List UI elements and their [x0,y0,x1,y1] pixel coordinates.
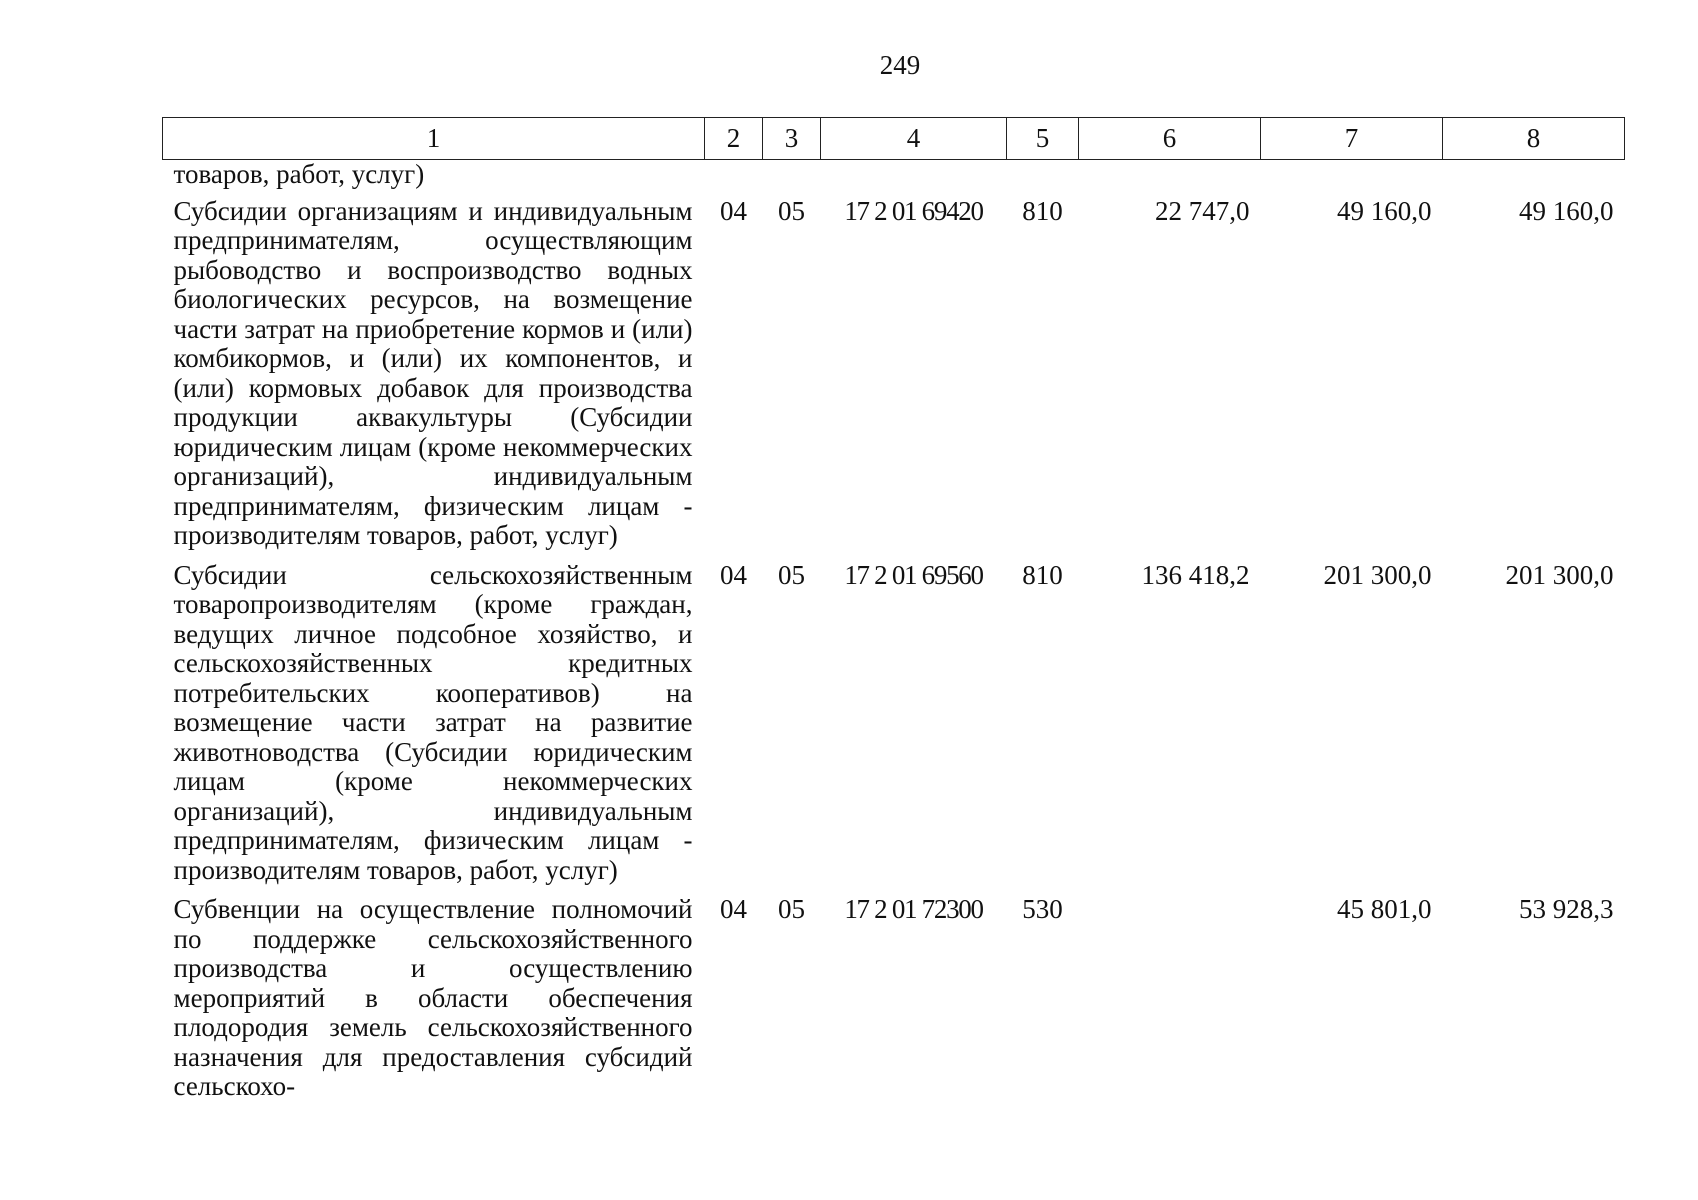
target-article-code: 17 2 01 72300 [844,894,983,924]
row-description: Субвенции на осуществление полномочий по поддержке сельскохозяйственного производства и осуществлению мероприятий в области обеспечения плодородия земель сельскохозяйственного назначения для предоставления субсидий сельскохо- [173,894,693,1101]
expense-type-code: 810 [1022,195,1063,226]
column-header: 6 [1079,118,1261,160]
column-header: 3 [763,118,821,160]
row-description: Субсидии сельскохозяйственным товаропроизводителям (кроме граждан, ведущих личное подсобное хозяйство, и сельскохозяйственных кредитных потребительских кооперативов) на возмещение части затрат на развитие животноводства (Субсидии юридическим лицам (кроме некоммерческих организаций), индивидуальным предпринимателям, физическим лицам - производителям товаров, работ, услуг) [173,559,693,885]
subsection-code: 05 [778,559,805,590]
column-header: 4 [821,118,1007,160]
budget-table [162,117,1625,1112]
amount-col7: 201 300,0 [1323,559,1432,590]
table-row [163,160,1625,197]
table-header-row [163,118,1625,160]
amount-col7: 45 801,0 [1337,894,1432,924]
row-description: Субсидии организациям и индивидуальным предпринимателям, осуществляющим рыбоводство и воспроизводство водных биологических ресурсов, на возмещение части затрат на приобретение кормов и (или) комбикормов, и (или) их компонентов, и (или) кормовых добавок для производства продукции аквакультуры (Субсидии юридическим лицам (кроме некоммерческих организаций), индивидуальным предпринимателям, физическим лицам - производителям товаров, работ, услуг) [173,195,693,550]
subsection-code: 05 [778,195,805,226]
amount-col8: 49 160,0 [1519,195,1614,226]
expense-type-code: 530 [1022,894,1063,924]
amount-col6: 136 418,2 [1141,559,1250,590]
page-number: 249 [879,50,921,80]
table-row [163,561,1625,896]
amount-col8: 53 928,3 [1519,894,1614,924]
amount-col7: 49 160,0 [1337,195,1432,226]
column-header: 8 [1443,118,1625,160]
section-code: 04 [720,195,747,226]
table-row [163,197,1625,561]
section-code: 04 [720,894,747,924]
continuation-text: товаров, работ, услуг) [173,159,425,189]
expense-type-code: 810 [1022,559,1063,590]
target-article-code: 17 2 01 69560 [844,559,983,590]
column-header: 1 [163,118,705,160]
table-row [163,895,1625,1112]
subsection-code: 05 [778,894,805,924]
amount-col8: 201 300,0 [1505,559,1614,590]
section-code: 04 [720,559,747,590]
column-header: 7 [1261,118,1443,160]
amount-col6 [1079,895,1261,1112]
column-header: 5 [1007,118,1079,160]
amount-col6: 22 747,0 [1155,195,1250,226]
target-article-code: 17 2 01 69420 [844,195,983,226]
column-header: 2 [705,118,763,160]
